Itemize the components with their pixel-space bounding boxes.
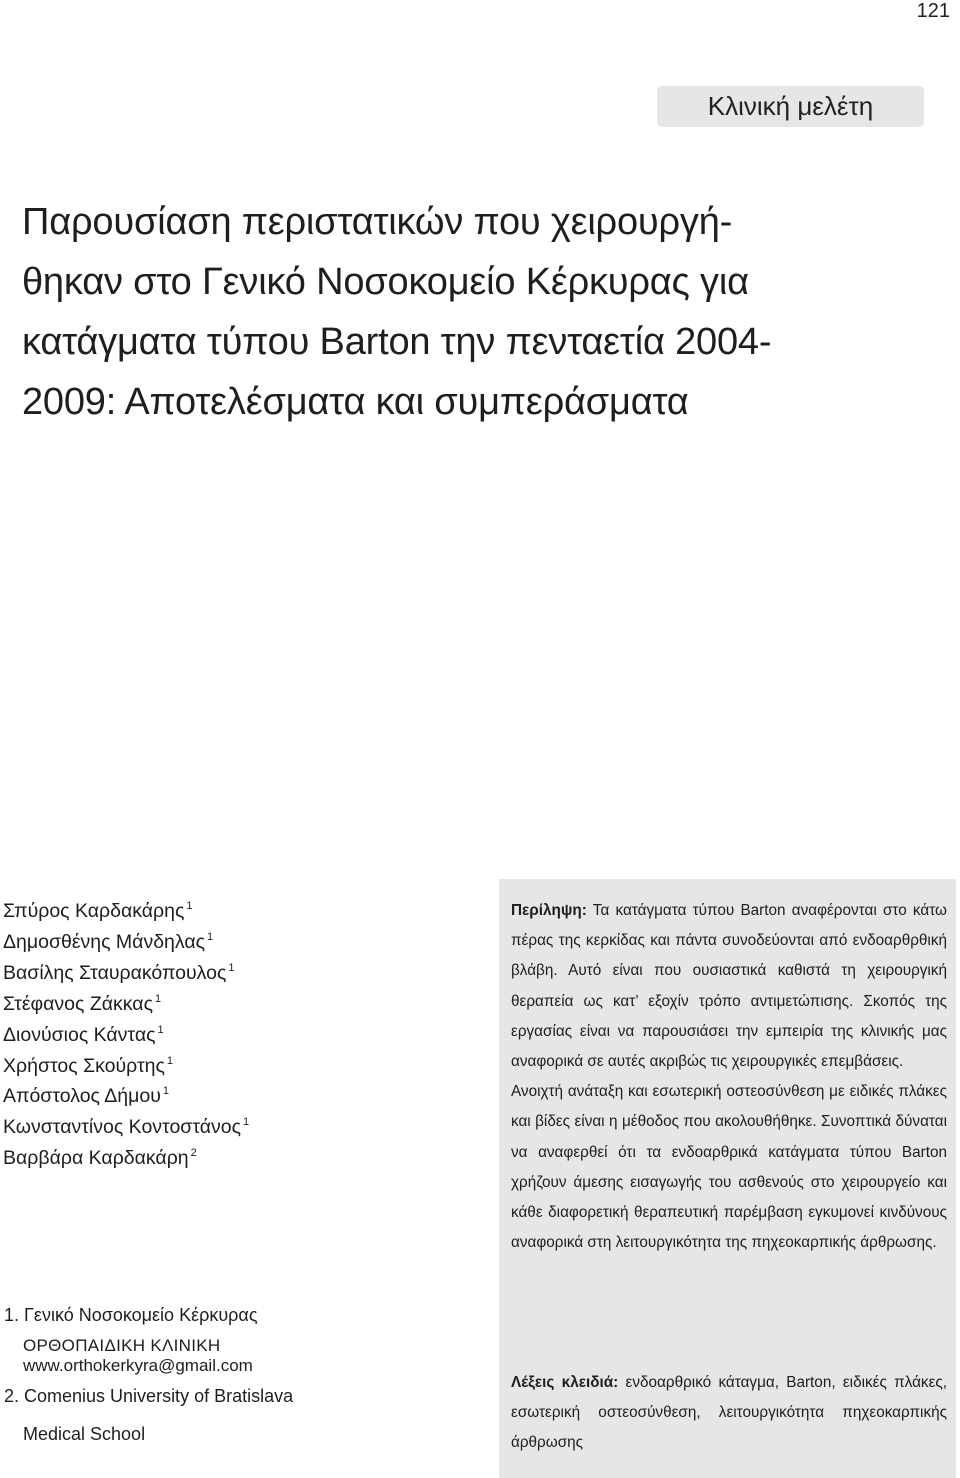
affiliation-1-email[interactable]: www.orthokerkyra@gmail.com [23,1356,253,1375]
affiliation-marker: 1 [162,1085,170,1098]
title-line: θηκαν στο Γενικό Νοσοκομείο Κέρκυρας για [22,261,749,303]
author-name: Σπύρος Καρδακάρης [3,900,185,922]
abstract [511,896,947,1258]
affiliation-marker: 1 [207,930,214,943]
keywords-label: Λέξεις κλειδιά: [511,1374,619,1391]
author [3,1051,483,1082]
abstract-label: Περίληψη: [511,902,587,919]
author-name: Χρήστος Σκούρτης [3,1054,165,1077]
author-name: Απόστολος Δήμου [3,1085,161,1108]
page-number: 121 [916,0,950,22]
author [3,1081,483,1112]
author-name: Δημοσθένης Μάνδηλας [3,930,206,953]
affiliation-2: 2. Comenius University of Bratislava [4,1386,294,1406]
title-line: Παρουσίαση περιστατικών που χειρουργή- [22,201,733,243]
author-name: Βασίλης Σταυρακόπουλος [3,961,227,984]
affiliation-1: 1. Γενικό Νοσοκομείο Κέρκυρας [4,1305,258,1325]
affiliation-marker: 2 [190,1147,197,1160]
affiliation-2-department: Medical School [23,1424,146,1444]
article-title [22,192,932,432]
author [3,1112,483,1143]
affiliation-marker: 1 [228,961,235,974]
affiliation-marker: 1 [186,900,193,912]
author [3,1020,483,1051]
keywords-text: ενδοαρθρικό κάταγμα, Barton, ειδικές πλάκες, εσωτερική οστεοσύνθεση, λειτουργικότητα πηχεοκαρπικής άρθρωσης [511,1374,948,1452]
affiliation-1-department: ΟΡΘΟΠΑΙΔΙΚΗ ΚΛΙΝΙΚΗ [23,1336,221,1355]
affiliation-marker: 1 [157,1023,164,1036]
author [3,958,483,989]
keywords [511,1368,947,1459]
author [3,1143,483,1174]
affiliation-marker: 1 [166,1054,174,1067]
author-name: Κωνσταντίνος Κοντοστάνος [3,1116,242,1139]
author-name: Στέφανος Ζάκκας [3,992,153,1015]
abstract-box [499,879,956,1478]
abstract-paragraph-2: Ανοιχτή ανάταξη και εσωτερική οστεοσύνθεση με ειδικές πλάκες και βίδες είναι η μέθοδος που ακολουθήθηκε. Συνοπτικά δύναται να αναφερθεί ότι τα ενδοαρθρικά κατάγματα τύπου Barton χρήζουν άμεσης εισαγωγής του ασθενούς στο χειρουργείο και κάθε διαφορετική θεραπευτική παρέμβαση εγκυμονεί κινδύνους αναφορικά στη λειτουργικότητα της πηχεοκαρπικής άρθρωσης. [511,1083,947,1252]
abstract-paragraph-1: Τα κατάγματα τύπου Barton αναφέρονται στο κάτω πέρας της κερκίδας και πάντα συνοδεύονται από ενδοαρθρθική βλάβη. Αυτό είναι που ουσιαστικά καθιστά τη χειρουργική θεραπεία ως κατ’ εξοχίν τρόπο αντιμετώπισης. Σκοπός της εργασίας είναι να παρουσιάσει την εμπειρία της κλινικής μας αναφορικά σε αυτές ακριβώς τις χειρουργικές επεμβάσεις. [511,902,947,1071]
section-badge [657,86,924,127]
author-name: Βαρβάρα Καρδακάρη [3,1147,189,1170]
section-label: Κλινική μελέτη [707,91,874,121]
author-name: Διονύσιος Κάντας [3,1023,156,1046]
affiliation-marker: 1 [243,1116,250,1129]
affiliation-marker: 1 [154,992,162,1005]
title-line: κατάγματα τύπου Barton την πενταετία 2004- [22,321,772,363]
title-line: 2009: Αποτελέσματα και συμπεράσματα [22,381,689,423]
author-list [3,896,483,1174]
author [3,989,483,1020]
author [3,896,483,927]
author [3,927,483,958]
